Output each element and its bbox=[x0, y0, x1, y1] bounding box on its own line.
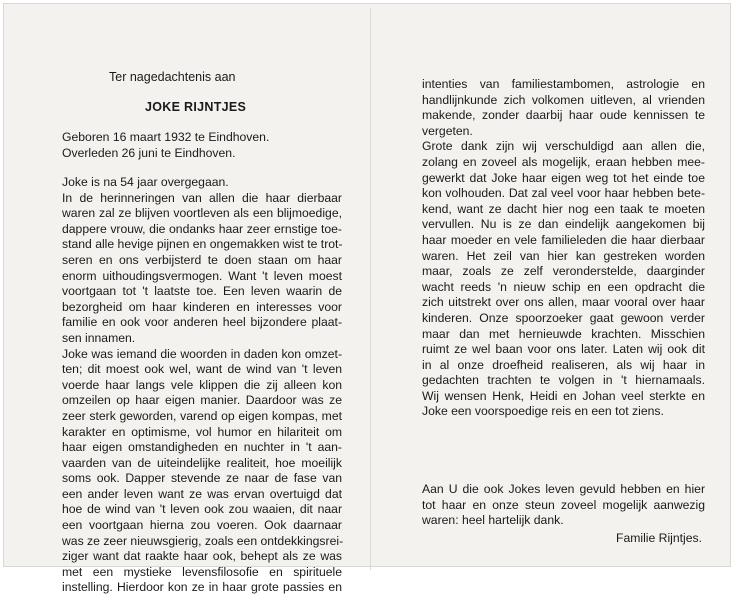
text-line: waren. Het zeil van hier kan gestreken worden bbox=[422, 248, 705, 263]
text-line: Grote dank zijn wij verschuldigd aan allen die, bbox=[422, 139, 705, 154]
birth-line: Geboren 16 maart 1932 te Eindhoven. bbox=[62, 130, 270, 144]
text-line: enorm uithoudingsvermogen. Want 't leven moest bbox=[62, 268, 342, 283]
text-line: een ander leven want ze was ervan overtuigd dat bbox=[62, 486, 342, 501]
text-line: waren: heel hartelijk dank. bbox=[422, 513, 564, 528]
death-line: Overleden 26 juni te Eindhoven. bbox=[62, 145, 236, 160]
text-line: voortgaan tot 't laatste toe. Een leven waarin de bbox=[62, 284, 342, 299]
text-line: vergeten. bbox=[422, 123, 473, 138]
text-line: familie en ook voor anderen heel bijzondere plaat- bbox=[62, 315, 342, 330]
text-line: zich uitstrekt over ons allen, maar vooral over haar bbox=[422, 295, 705, 310]
text-line: bezorgheid om haar kinderen en interesses voor bbox=[62, 299, 342, 314]
text-line: Wij wensen Henk, Heidi en Johan veel sterkte en bbox=[422, 388, 705, 403]
text-line: kon volhouden. Dat zal veel voor haar hebben bete- bbox=[422, 186, 705, 201]
text-line: zolang en zoveel als mogelijk, eraan hebben mee- bbox=[422, 154, 705, 169]
text-line: ruimt ze wel baan voor ons later. Laten wij ook dit bbox=[422, 342, 705, 357]
text-line: makende, zonder daarbij haar oude kennissen te bbox=[422, 108, 705, 123]
text-line: stand alle hevige pijnen en ongemakken wist te trot- bbox=[62, 237, 343, 252]
text-line: handlijnkunde zich volkomen uitleven, al vrienden bbox=[422, 92, 705, 107]
intro-text: Ter nagedachtenis aan bbox=[109, 70, 236, 84]
text-line: sen innamen. bbox=[62, 330, 136, 345]
text-line: Joke is na 54 jaar overgegaan. bbox=[62, 175, 229, 189]
text-line: waren zal ze blijven voortleven als een blijmoedige, bbox=[62, 206, 342, 221]
text-line: vaarden van de uiteindelijke realiteit, hoe moeilijk bbox=[62, 455, 342, 470]
left-column-text bbox=[62, 175, 342, 596]
text-line: hoe de wind van 't leven ook zou waaien, dit naar bbox=[62, 502, 342, 517]
text-line: ten; dit moest ook wel, want de wind van 't leven bbox=[62, 362, 342, 377]
text-line: een voortgaan hierna zou voeren. Ook daarnaar bbox=[62, 518, 342, 533]
text-line: Joke een voorspoedige reis en een tot ziens. bbox=[422, 404, 664, 419]
text-line: gedachten trachten te volgen in 't hiernamaals. bbox=[422, 373, 705, 388]
text-line: was ze zeer nieuwsgierig, zoals een ontdekkingsrei- bbox=[62, 533, 344, 548]
text-line: kinderen. Onze spoorzoeker gaat gewoon verder bbox=[422, 310, 705, 325]
text-line: seren en ons verbijsterd te doen staan om haar bbox=[62, 252, 342, 267]
text-line: voerde haar langs vele klippen die zij alleen kon bbox=[62, 377, 342, 392]
text-line: dappere vrouw, die ondanks haar zeer ernstige toe- bbox=[62, 221, 342, 236]
text-line: Aan U die ook Jokes leven gevuld hebben en hier bbox=[422, 482, 705, 496]
text-line: haar moeder en vele familieleden die haar dierbaar bbox=[422, 232, 705, 247]
text-line: In de herinneringen van allen die haar dierbaar bbox=[62, 190, 342, 205]
text-line: maar, zoals ze zelf veronderstelde, daarginder bbox=[422, 264, 705, 279]
text-line: soms ook. Dapper stevende ze naar de fase van bbox=[62, 471, 342, 486]
card-fold bbox=[370, 8, 371, 570]
text-line: in al onze droefheid realiseren, als wij haar in bbox=[422, 357, 705, 372]
text-line: gewerkt dat Joke haar eigen weg tot het einde toe bbox=[422, 170, 705, 185]
text-line: met een mystieke levensfilosofie en spirituele bbox=[62, 564, 342, 579]
text-line: zeer sterk geworden, varend op eigen kompas, met bbox=[62, 408, 342, 423]
signature: Familie Rijntjes. bbox=[616, 531, 703, 545]
text-line: maar dan met hernieuwde krachten. Misschien bbox=[422, 326, 705, 341]
dates-block bbox=[62, 130, 342, 161]
text-line: wacht reeds 'n nieuw schip en een opdracht die bbox=[422, 279, 705, 294]
text-line: ziger want dat raakte haar ook, behept als ze was bbox=[62, 549, 342, 564]
text-line: intenties van familiestambomen, astrologie en bbox=[422, 77, 705, 91]
text-line: instelling. Hierdoor kon ze in haar grote passies en bbox=[62, 580, 342, 595]
text-line: karakter en optimisme, vol humor en hilariteit om bbox=[62, 424, 342, 439]
text-line: haar eigen omstandigheden en nuchter in 't aan- bbox=[62, 440, 342, 455]
text-line: kend, want ze dacht hier nog een taak te moeten bbox=[422, 201, 705, 216]
closing-thanks bbox=[422, 482, 705, 529]
text-line: omzeilen op haar eigen manier. Daardoor was ze bbox=[62, 393, 342, 408]
text-line: Joke was iemand die woorden in daden kon omzet- bbox=[62, 346, 342, 361]
right-column-text bbox=[422, 77, 705, 420]
memorial-card bbox=[3, 3, 731, 595]
text-line: tot haar en onze steun zoveel mogelijk aanwezig bbox=[422, 497, 705, 512]
deceased-name: JOKE RIJNTJES bbox=[145, 100, 247, 114]
text-line: vervullen. Nu is ze dan eindelijk aangekomen bij bbox=[422, 217, 705, 232]
